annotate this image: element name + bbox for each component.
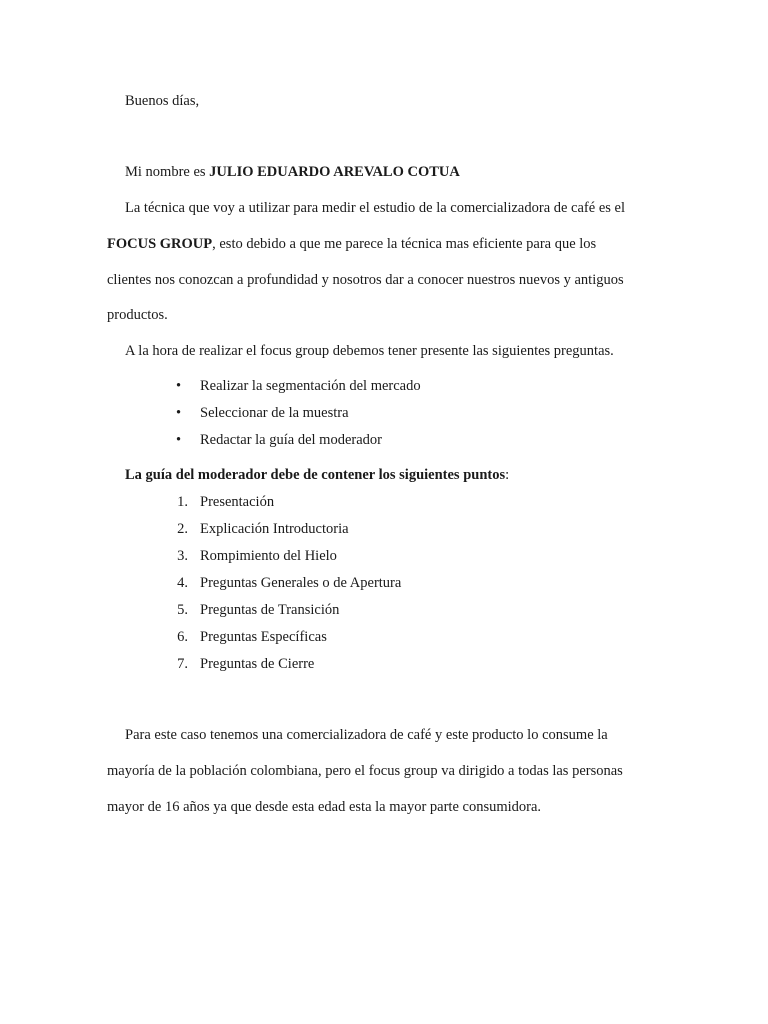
bullet-icon: • [176,432,182,448]
list-item [0,574,768,592]
bullet-icon: • [176,378,182,394]
greeting: Buenos días, [125,93,200,109]
list-number: 3. [177,548,188,564]
closing-line-1: Para este caso tenemos una comercializadora de café y este producto lo consume la [125,727,608,743]
technique-line-2-rest: , esto debido a que me parece la técnica mas eficiente para que los [212,236,597,252]
list-item [0,404,768,422]
name-intro [125,163,460,181]
list-item [0,655,768,673]
technique-line-4: productos. [107,307,168,323]
list-text: Preguntas Generales o de Apertura [200,575,402,591]
list-text: Rompimiento del Hielo [200,548,337,564]
bullet-text: Realizar la segmentación del mercado [200,378,421,394]
bullet-text: Redactar la guía del moderador [200,432,382,448]
technique-line-1: La técnica que voy a utilizar para medir el estudio de la comercializadora de café es el [125,200,625,216]
list-number: 6. [177,629,188,645]
list-number: 4. [177,575,188,591]
list-item [0,493,768,511]
list-text: Preguntas de Cierre [200,656,315,672]
list-text: Explicación Introductoria [200,521,349,537]
guide-heading-bold: La guía del moderador debe de contener los siguientes puntos [125,467,506,483]
list-number: 7. [177,656,188,672]
list-text: Preguntas de Transición [200,602,340,618]
technique-line-3: clientes nos conozcan a profundidad y nosotros dar a conocer nuestros nuevos y antiguos [107,272,624,288]
list-item [0,377,768,395]
guide-heading [125,466,509,484]
author-name: JULIO EDUARDO AREVALO COTUA [209,164,460,180]
list-number: 2. [177,521,188,537]
list-item [0,601,768,619]
list-item [0,628,768,646]
list-item [0,520,768,538]
closing-line-3: mayor de 16 años ya que desde esta edad esta la mayor parte consumidora. [107,799,542,815]
list-text: Presentación [200,494,275,510]
name-intro-prefix: Mi nombre es [125,164,210,180]
list-number: 1. [177,494,188,510]
list-item [0,547,768,565]
list-text: Preguntas Específicas [200,629,327,645]
questions-intro: A la hora de realizar el focus group debemos tener presente las siguientes preguntas. [125,343,614,359]
focus-group-term: FOCUS GROUP [107,236,213,252]
bullet-text: Seleccionar de la muestra [200,405,349,421]
guide-heading-tail: : [505,467,510,483]
bullet-icon: • [176,405,182,421]
closing-line-2: mayoría de la población colombiana, pero el focus group va dirigido a todas las personas [107,763,623,779]
list-item [0,431,768,449]
technique-line-2 [107,235,596,253]
list-number: 5. [177,602,188,618]
